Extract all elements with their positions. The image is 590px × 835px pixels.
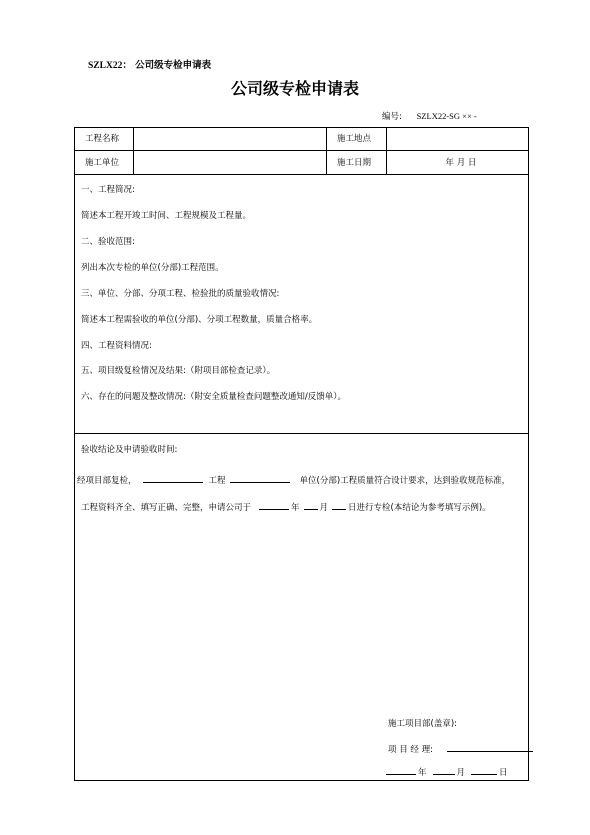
project-name-field[interactable]	[139, 128, 319, 150]
form-code-header	[88, 57, 211, 71]
date-field[interactable]: 年 月 日	[445, 158, 477, 168]
serial-label: 编号:	[382, 112, 402, 122]
serial-number	[382, 110, 477, 122]
section-1-text: 简述本工程开竣工时间、工程规模及工程量。	[81, 211, 252, 221]
conclusion-paragraph-2	[81, 500, 491, 513]
conclusion-text: 工程	[208, 476, 226, 486]
serial-value: SZLX22-SG ×× -	[416, 111, 477, 121]
conclusion-heading: 验收结论及申请验收时间:	[81, 445, 178, 455]
section-2-text: 列出本次专检的单位(分部)工程范围。	[81, 263, 224, 273]
blank-field[interactable]	[304, 500, 318, 510]
form-name: 公司级专检申请表	[135, 60, 212, 71]
project-manager-label: 项 目 经 理:	[388, 745, 433, 755]
grid-line	[326, 128, 327, 174]
grid-line	[133, 128, 134, 174]
project-name-label: 工程名称	[85, 134, 120, 144]
project-manager-row	[388, 742, 533, 755]
signature-date-row	[386, 765, 508, 778]
section-1-heading: 一、工程简况:	[81, 185, 135, 195]
conclusion-text: 经项目部复检，	[77, 476, 137, 486]
blank-field[interactable]	[332, 500, 346, 510]
day-label: 日	[499, 768, 508, 778]
conclusion-text: 工程资料齐全、填写正确、完整，申请公司于	[81, 503, 252, 513]
grid-line	[75, 433, 528, 434]
month-label: 月	[456, 768, 466, 778]
contractor-field[interactable]	[139, 152, 319, 174]
section-3-text: 简述本工程需验收的单位(分部)、分项工程数量，质量合格率。	[81, 315, 318, 325]
page-title: 公司级专检申请表	[230, 79, 359, 98]
blank-field[interactable]	[259, 500, 289, 510]
month-field[interactable]	[433, 765, 455, 775]
blank-field[interactable]	[143, 473, 203, 483]
conclusion-text: 月	[319, 503, 329, 513]
application-form	[74, 127, 529, 781]
conclusion-text: 年	[291, 503, 300, 513]
date-label: 施工日期	[337, 158, 372, 168]
conclusion-text: 日进行专检(本结论为参考填写示例)。	[348, 503, 491, 513]
conclusion-paragraph-1	[77, 473, 510, 486]
form-code: SZLX22：	[88, 61, 132, 71]
year-label: 年	[418, 768, 427, 778]
year-field[interactable]	[386, 765, 416, 775]
section-4-heading: 四、工程资料情况:	[81, 341, 152, 351]
section-5-heading: 五、项目级复检情况及结果:（附项目部检查记录）。	[81, 366, 276, 376]
project-dept-stamp-label: 施工项目部(盖章):	[388, 719, 457, 729]
section-2-heading: 二、验收范围:	[81, 237, 135, 247]
grid-line	[75, 174, 528, 175]
grid-line	[386, 128, 387, 174]
site-label: 施工地点	[337, 134, 372, 144]
conclusion-text: 单位(分部)工程质量符合设计要求，达到验收规范标准，	[299, 476, 511, 486]
grid-line	[75, 150, 528, 151]
blank-field[interactable]	[230, 473, 290, 483]
contractor-label: 施工单位	[85, 158, 120, 168]
section-3-heading: 三、单位、分部、分项工程、检验批的质量验收情况:	[81, 289, 280, 299]
site-field[interactable]	[393, 128, 523, 150]
signature-field[interactable]	[447, 742, 533, 752]
day-field[interactable]	[471, 765, 497, 775]
section-6-heading: 六、存在的问题及整改情况:（附安全质量检查问题整改通知/反馈单）。	[81, 392, 346, 402]
